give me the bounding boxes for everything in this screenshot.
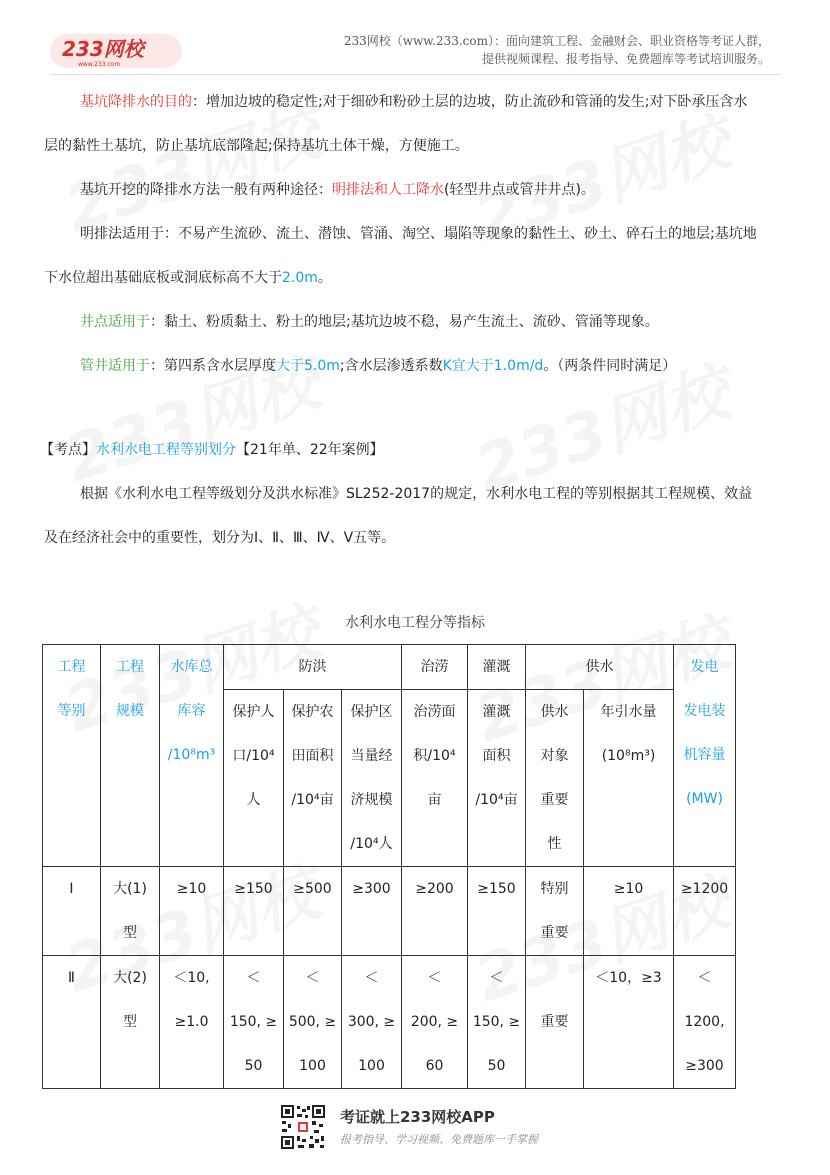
open-drain-text-cont: 下水位超出基础底板或洞底标高不大于: [44, 270, 282, 286]
header-tagline-2: 提供视频课程、报考指导、免费题库等考试培训服务。: [481, 52, 770, 66]
cell-population: ＜ 150, ≥ 50: [224, 956, 284, 1089]
header-grade: 工程 等别: [43, 645, 101, 867]
cell-supply-volume: ＜10，≥3: [584, 956, 674, 1089]
header-tagline-1: 233网校（www.233.com）：面向建筑工程、金融财会、职业资格等考证人群，: [343, 34, 770, 48]
paragraph-open-drain: [44, 212, 784, 300]
header-drain: 治涝: [402, 645, 468, 690]
cell-irrigation: ≥150: [468, 867, 526, 956]
paragraph-tube-well: [44, 344, 784, 388]
paragraph-standard: [44, 472, 784, 560]
paragraph-purpose: [44, 80, 784, 168]
tube-well-value-2: K宜大于1.0m/d: [442, 358, 544, 374]
methods-highlight: 明排法和人工降水: [332, 182, 444, 198]
table-row: [43, 956, 736, 1089]
table-caption: 水利水电工程分等指标: [345, 615, 485, 631]
tube-well-text: ：第四系含水层厚度: [150, 358, 276, 374]
well-point-label: 井点适用于: [80, 314, 150, 330]
tube-well-text-b: ;含水层渗透系数: [339, 358, 443, 374]
header-storage: 水库总 库容 /10⁸m³: [160, 645, 224, 867]
open-drain-end: 。: [317, 270, 332, 286]
header-economic-scale: 保护区 当量经 济规模 /10⁴人: [342, 690, 402, 867]
cell-power: ≥1200: [674, 867, 736, 956]
footer-title: 考证就上233网校APP: [340, 1108, 495, 1126]
cell-population: ≥150: [224, 867, 284, 956]
cell-supply-importance: 特别 重要: [526, 867, 584, 956]
header-supply-volume: 年引水量 (10⁸m³): [584, 690, 674, 867]
cell-farmland: ≥500: [284, 867, 342, 956]
cell-drain: ＜ 200, ≥ 60: [402, 956, 468, 1089]
purpose-label: 基坑降排水的目的: [80, 94, 192, 110]
cell-power: ＜ 1200, ≥300: [674, 956, 736, 1089]
svg-text:www.233.com: www.233.com: [78, 61, 121, 68]
header-scale: 工程 规模: [101, 645, 160, 867]
standard-text-cont: 及在经济社会中的重要性，划分为Ⅰ、Ⅱ、Ⅲ、Ⅳ、Ⅴ五等。: [44, 530, 396, 546]
header-irrigation: 灌溉: [468, 645, 526, 690]
brand-logo: [50, 32, 185, 72]
header-divider: [50, 74, 780, 75]
paragraph-methods: [44, 168, 784, 212]
cell-grade: Ⅱ: [43, 956, 101, 1089]
key-point-heading: [40, 428, 780, 472]
cell-economic: ＜ 300, ≥ 100: [342, 956, 402, 1089]
header-drain-area: 治涝面 积/10⁴ 亩: [402, 690, 468, 867]
standard-text: 根据《水利水电工程等级划分及洪水标准》SL252-2017的规定，水利水电工程的等别根据其工程规模、效益: [80, 486, 753, 502]
footer-subtitle: 报考指导、学习视频、免费题库一手掌握: [340, 1133, 538, 1146]
open-drain-text: 明排法适用于：不易产生流砂、流土、潜蚀、管涌、淘空、塌陷等现象的黏性土、砂土、碎石土的地层;基坑地: [80, 226, 757, 242]
paragraph-well-point: [44, 300, 784, 344]
cell-storage: ＜10, ≥1.0: [160, 956, 224, 1089]
cell-grade: Ⅰ: [43, 867, 101, 956]
tube-well-label: 管井适用于: [80, 358, 150, 374]
cell-storage: ≥10: [160, 867, 224, 956]
tube-well-value-1: 大于5.0m: [276, 358, 340, 374]
svg-text:233网校: 233网校: [62, 37, 144, 61]
cell-scale: 大(2) 型: [101, 956, 160, 1089]
header-protected-farmland: 保护农 田面积 /10⁴亩: [284, 690, 342, 867]
cell-farmland: ＜ 500, ≥ 100: [284, 956, 342, 1089]
cell-scale: 大(1) 型: [101, 867, 160, 956]
purpose-text: ：增加边坡的稳定性;对于细砂和粉砂土层的边坡，防止流砂和管涌的发生;对下卧承压含水: [192, 94, 748, 110]
header-supply: 供水: [526, 645, 674, 690]
tube-well-text-c: 。（两条件同时满足）: [543, 358, 677, 374]
methods-text: 基坑开挖的降排水方法一般有两种途径：: [80, 182, 332, 198]
table-row: [43, 867, 736, 956]
cell-irrigation: ＜ 150, ≥ 50: [468, 956, 526, 1089]
key-point-tail: 【21年单、22年案例】: [236, 442, 384, 458]
header-power: 发电 发电装 机容量 (MW): [674, 645, 736, 867]
purpose-text-cont: 层的黏性土基坑，防止基坑底部隆起;保持基坑土体干燥，方便施工。: [44, 138, 469, 154]
cell-economic: ≥300: [342, 867, 402, 956]
qr-code-icon: [280, 1104, 326, 1150]
header-supply-importance: 供水 对象 重要 性: [526, 690, 584, 867]
header-flood: 防洪: [224, 645, 402, 690]
grading-table: [42, 644, 736, 1089]
well-point-text: ：黏土、粉质黏土、粉土的地层;基坑边坡不稳，易产生流土、流砂、管涌等现象。: [150, 314, 659, 330]
cell-drain: ≥200: [402, 867, 468, 956]
header-irrigation-area: 灌溉 面积 /10⁴亩: [468, 690, 526, 867]
cell-supply-importance: 重要: [526, 956, 584, 1089]
key-point-bracket: 【考点】: [40, 442, 96, 458]
key-point-topic: 水利水电工程等别划分: [96, 442, 236, 458]
header-protected-population: 保护人 口/10⁴ 人: [224, 690, 284, 867]
open-drain-value: 2.0m: [282, 270, 318, 286]
methods-text-end: (轻型井点或管井井点)。: [444, 182, 595, 198]
cell-supply-volume: ≥10: [584, 867, 674, 956]
